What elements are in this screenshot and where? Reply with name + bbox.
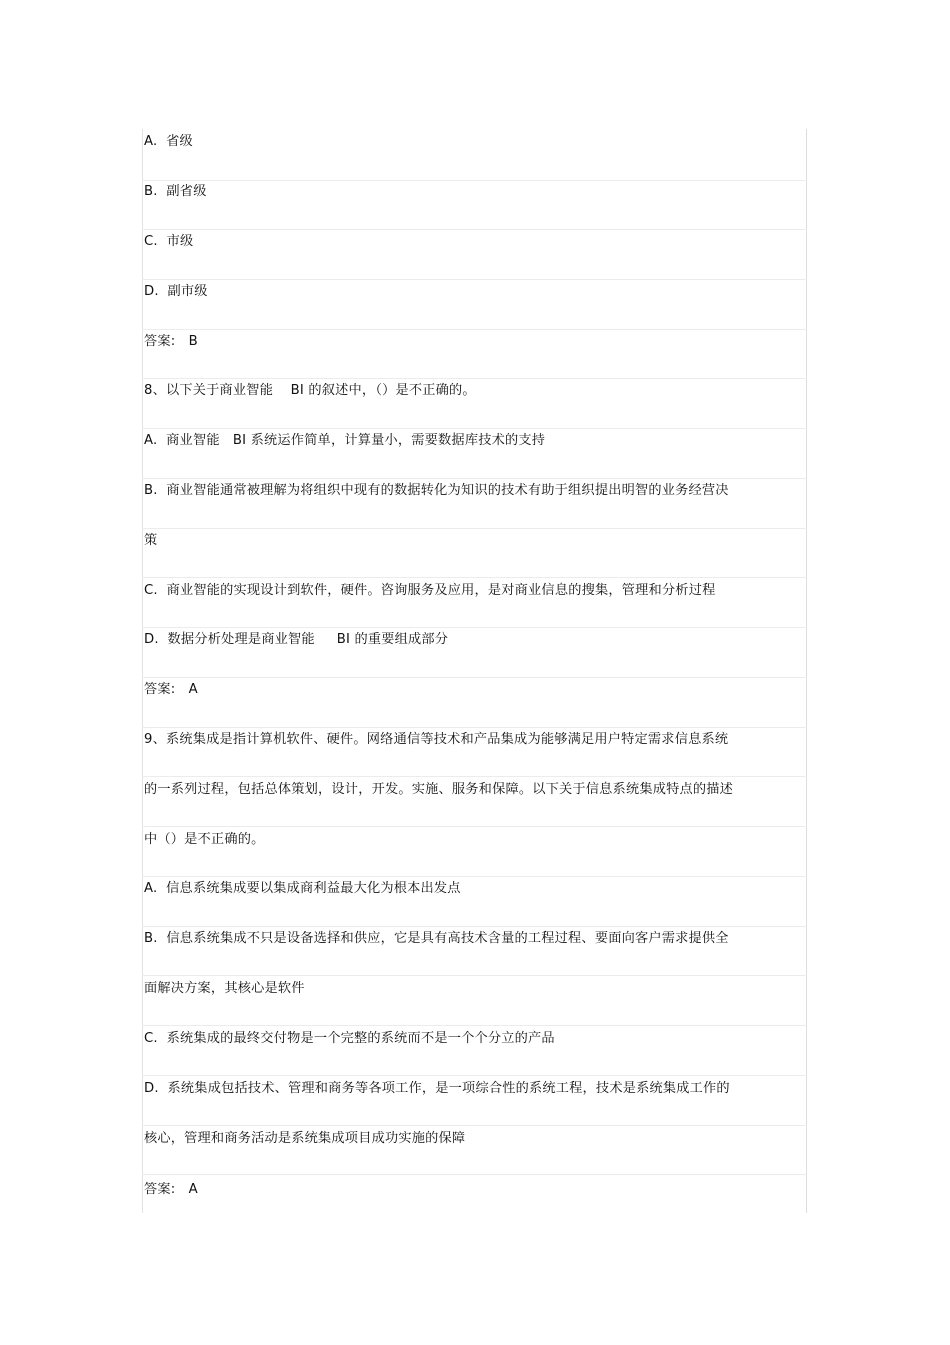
option-b-continuation-line: 面解决方案，其核心是软件	[144, 981, 305, 996]
frame-left-border	[142, 129, 143, 1213]
row-separator	[142, 627, 807, 628]
row-separator	[142, 279, 807, 280]
answer-line: 答案: A	[144, 682, 198, 697]
row-separator	[142, 577, 807, 578]
question-9-continuation-line: 中（）是不正确的。	[144, 832, 265, 847]
row-separator	[142, 229, 807, 230]
question-8-line: 8、以下关于商业智能 BI 的叙述中，（）是不正确的。	[144, 383, 476, 398]
row-separator	[142, 1125, 807, 1126]
row-separator	[142, 876, 807, 877]
option-c-line: C. 系统集成的最终交付物是一个完整的系统而不是一个个分立的产品	[144, 1031, 555, 1046]
row-separator	[142, 1025, 807, 1026]
row-separator	[142, 677, 807, 678]
option-d-line: D. 副市级	[144, 284, 208, 299]
row-separator	[142, 826, 807, 827]
row-separator	[142, 478, 807, 479]
row-separator	[142, 329, 807, 330]
row-separator	[142, 1174, 807, 1175]
answer-line: 答案: B	[144, 334, 198, 349]
row-separator	[142, 776, 807, 777]
row-separator	[142, 180, 807, 181]
option-b-continuation-line: 策	[144, 533, 158, 548]
row-separator	[142, 1075, 807, 1076]
option-b-line: B. 副省级	[144, 184, 207, 199]
row-separator	[142, 727, 807, 728]
option-b-line: B. 信息系统集成不只是设备选择和供应，它是具有高技术含量的工程过程、要面向客户需求提供全	[144, 931, 729, 946]
option-b-line: B. 商业智能通常被理解为将组织中现有的数据转化为知识的技术有助于组织提出明智的业务经营决	[144, 483, 729, 498]
option-c-line: C. 市级	[144, 234, 194, 249]
option-d-line: D. 系统集成包括技术、管理和商务等各项工作，是一项综合性的系统工程，技术是系统集成工作的	[144, 1081, 730, 1096]
option-c-line: C. 商业智能的实现设计到软件，硬件。咨询服务及应用，是对商业信息的搜集，管理和分析过程	[144, 583, 716, 598]
answer-line: 答案: A	[144, 1182, 198, 1197]
row-separator	[142, 528, 807, 529]
frame-right-border	[806, 129, 807, 1213]
row-separator	[142, 975, 807, 976]
option-a-line: A. 信息系统集成要以集成商利益最大化为根本出发点	[144, 881, 461, 896]
row-separator	[142, 378, 807, 379]
option-a-line: A. 商业智能 BI 系统运作简单，计算量小，需要数据库技术的支持	[144, 433, 546, 448]
option-d-line: D. 数据分析处理是商业智能 BI 的重要组成部分	[144, 632, 449, 647]
option-d-continuation-line: 核心，管理和商务活动是系统集成项目成功实施的保障	[144, 1131, 466, 1146]
row-separator	[142, 428, 807, 429]
option-a-line: A. 省级	[144, 134, 193, 149]
question-9-continuation-line: 的一系列过程，包括总体策划，设计，开发。实施、服务和保障。以下关于信息系统集成特点的描述	[144, 782, 734, 797]
row-separator	[142, 926, 807, 927]
question-9-line: 9、系统集成是指计算机软件、硬件。网络通信等技术和产品集成为能够满足用户特定需求信息系统	[144, 732, 729, 747]
